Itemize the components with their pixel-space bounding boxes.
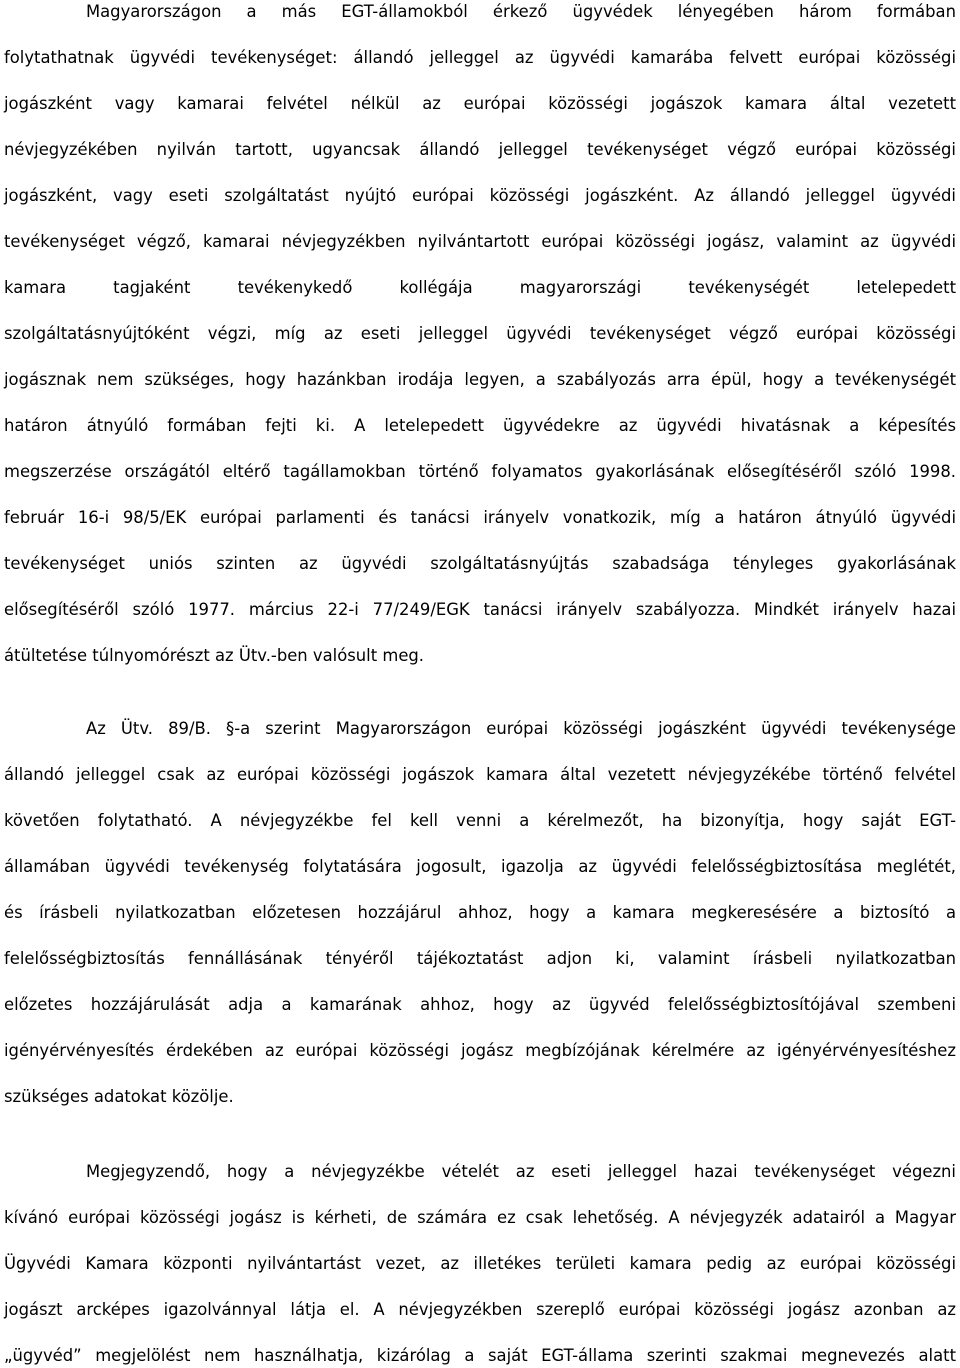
text-line: átültetése túlnyomórészt az Ütv.-ben valósult meg. [4,646,425,665]
text-line: Ügyvédi Kamara központi nyilvántartást vezet, az illetékes területi kamara pedig az európai közösségi [4,1254,956,1273]
text-line: elősegítéséről szóló 1977. március 22-i 77/249/EGK tanácsi irányelv szabályozza. Mindkét irányelv hazai [4,600,956,619]
text-line: szükséges adatokat közölje. [4,1087,234,1106]
text-line: tevékenységet uniós szinten az ügyvédi szolgáltatásnyújtás szabadsága tényleges gyakorlásának [4,554,956,573]
text-line: követően folytatható. A névjegyzékbe fel kell venni a kérelmezőt, ha bizonyítja, hogy saját EGT- [4,811,956,830]
text-line: állandó jelleggel csak az európai közösségi jogászok kamara által vezetett névjegyzékébe történő felvétel [4,765,956,784]
text-line: tevékenységet végző, kamarai névjegyzékben nyilvántartott európai közösségi jogász, valamint az ügyvédi [4,232,956,251]
text-line: kívánó európai közösségi jogász is kérheti, de számára ez csak lehetőség. A névjegyzék adatairól a Magyar [4,1208,956,1227]
text-line: jogászként, vagy eseti szolgáltatást nyújtó európai közösségi jogászként. Az állandó jelleggel ügyvédi [4,186,956,205]
text-line: jogászként vagy kamarai felvétel nélkül az európai közösségi jogászok kamara által vezetett [4,94,956,113]
text-line: felelősségbiztosítás fennállásának tényéről tájékoztatást adjon ki, valamint írásbeli nyilatkozatban [4,949,956,968]
text-line: folytathatnak ügyvédi tevékenységet: állandó jelleggel az ügyvédi kamarába felvett európai közösségi [4,48,956,67]
text-line: névjegyzékében nyilván tartott, ugyancsak állandó jelleggel tevékenységet végző európai közösségi [4,140,956,159]
text-line: megszerzése országától eltérő tagállamokban történő folyamatos gyakorlásának elősegítéséről szóló 1998. [4,462,956,481]
text-line: jogásznak nem szükséges, hogy hazánkban irodája legyen, a szabályozás arra épül, hogy a tevékenységét [4,370,956,389]
text-line: Az Ütv. 89/B. §-a szerint Magyarországon európai közösségi jogászként ügyvédi tevékenysége [86,719,956,738]
text-line: előzetes hozzájárulását adja a kamarának ahhoz, hogy az ügyvéd felelősségbiztosítójával szembeni [4,995,956,1014]
text-line: Megjegyzendő, hogy a névjegyzékbe vételét az eseti jelleggel hazai tevékenységet végezni [86,1162,956,1181]
text-line: „ügyvéd” megjelölést nem használhatja, kizárólag a saját EGT-államа szerinti szakmai megnevezés alatt [4,1346,956,1365]
text-line: Magyarországon a más EGT-államokból érkező ügyvédek lényegében három formában [86,2,956,21]
text-line: február 16-i 98/5/EK európai parlamenti és tanácsi irányelv vonatkozik, míg a határon átnyúló ügyvédi [4,508,956,527]
text-line: igényérvényesítés érdekében az európai közösségi jogász megbízójának kérelmére az igényérvényesítéshez [4,1041,956,1060]
text-line: kamara tagjaként tevékenykedő kollégája magyarországi tevékenységét letelepedett [4,278,956,297]
text-line: jogászt arcképes igazolvánnyal látja el. A névjegyzékben szereplő európai közösségi jogász azonban az [4,1300,956,1319]
text-line: és írásbeli nyilatkozatban előzetesen hozzájárul ahhoz, hogy a kamara megkeresésére a biztosító a [4,903,956,922]
text-line: szolgáltatásnyújtóként végzi, míg az eseti jelleggel ügyvédi tevékenységet végző európai közösségi [4,324,956,343]
text-line: határon átnyúló formában fejti ki. A letelepedett ügyvédekre az ügyvédi hivatásnak a képesítés [4,416,956,435]
text-line: államában ügyvédi tevékenység folytatására jogosult, igazolja az ügyvédi felelősségbiztosítása meglétét, [4,857,956,876]
